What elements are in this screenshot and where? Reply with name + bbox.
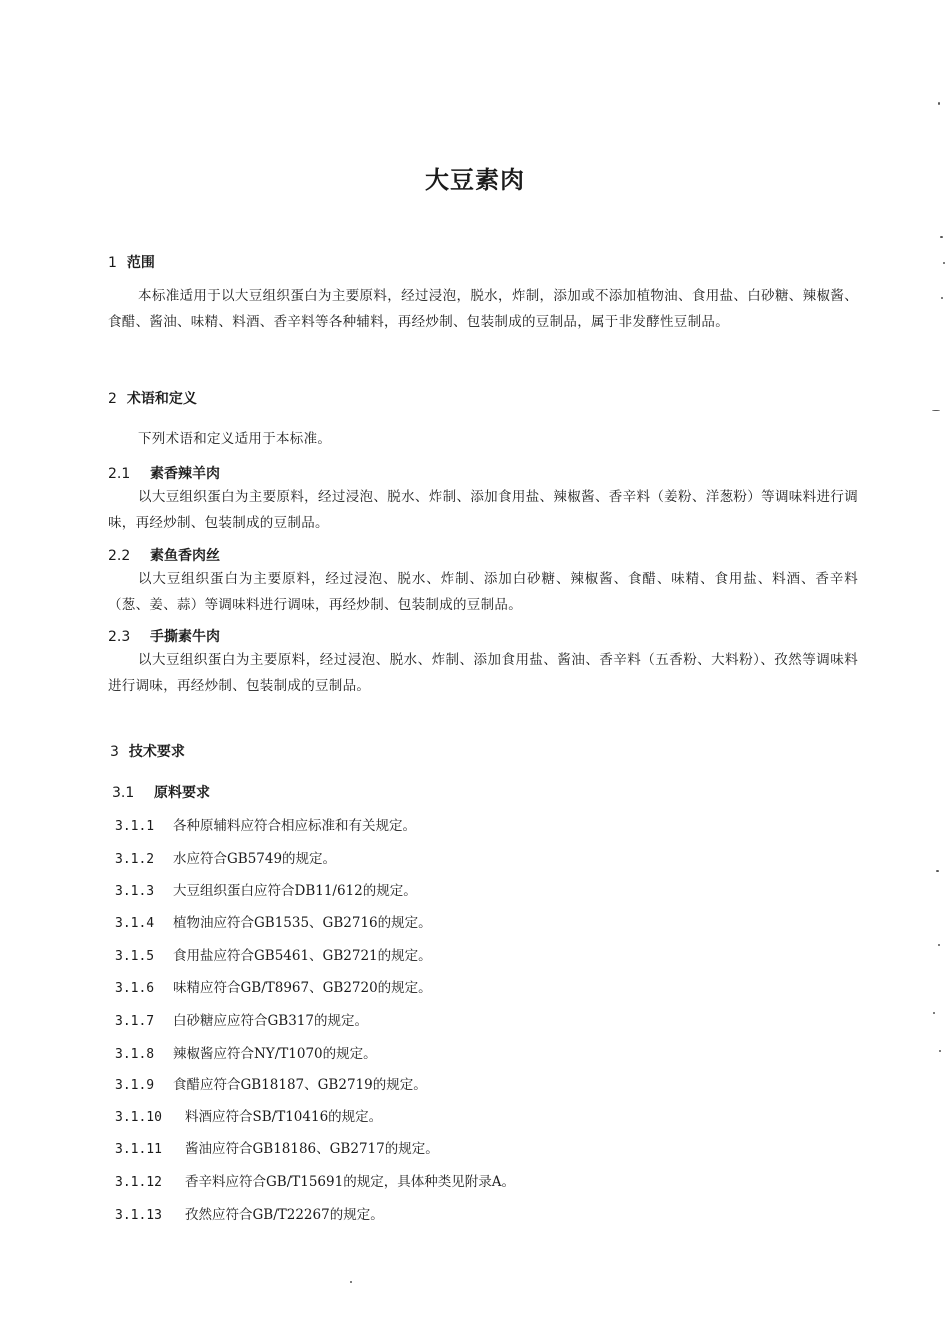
item-text: 酱油应符合GB18186、GB2717的规定。	[185, 1141, 439, 1157]
term-name: 素香辣羊肉	[150, 466, 220, 482]
page-title: 大豆素肉	[425, 166, 525, 194]
term-name: 素鱼香肉丝	[150, 548, 220, 564]
requirement-item	[115, 847, 336, 867]
item-number: 3.1.11	[115, 1142, 162, 1157]
term-definition: 以大豆组织蛋白为主要原料，经过浸泡、脱水、炸制、添加白砂糖、辣椒酱、食醋、味精、食用盐、料酒、香辛料（葱、姜、蒜）等调味料进行调味，再经炒制、包装制成的豆制品。	[108, 571, 858, 613]
section-heading-scope	[108, 252, 155, 272]
scan-speck	[939, 1050, 941, 1052]
section-title: 技术要求	[128, 744, 185, 760]
scope-paragraph: 本标准适用于以大豆组织蛋白为主要原料，经过浸泡，脱水，炸制，添加或不添加植物油、食用盐、白砂糖、辣椒酱、食醋、酱油、味精、料酒、香辛料等各种辅料，再经炒制、包装制成的豆制品，属于非发酵性豆制品。	[108, 288, 858, 330]
item-number: 3.1.7	[115, 1014, 155, 1029]
section-title: 范围	[126, 255, 155, 271]
section-number: 2	[108, 391, 117, 407]
item-number: 3.1.6	[115, 981, 155, 996]
section-heading-terms	[108, 388, 197, 408]
requirement-item	[115, 1203, 384, 1223]
term-heading	[108, 463, 220, 483]
scan-speck	[940, 236, 943, 238]
requirement-item	[115, 814, 416, 834]
item-number: 3.1.4	[115, 916, 155, 931]
item-number: 3.1.5	[115, 949, 155, 964]
term-definition: 以大豆组织蛋白为主要原料，经过浸泡、脱水、炸制、添加食用盐、辣椒酱、香辛料（姜粉、洋葱粉）等调味料进行调味，再经炒制、包装制成的豆制品。	[108, 489, 858, 531]
section-number: 3	[110, 744, 119, 760]
scan-speck	[350, 1281, 352, 1283]
item-text: 食用盐应符合GB5461、GB2721的规定。	[173, 948, 432, 964]
item-text: 食醋应符合GB18187、GB2719的规定。	[173, 1077, 427, 1093]
requirement-item	[115, 1042, 377, 1062]
term-heading	[108, 626, 220, 646]
item-text: 料酒应符合SB/T10416的规定。	[185, 1109, 383, 1125]
requirement-item	[115, 911, 432, 931]
item-number: 3.1.8	[115, 1047, 155, 1062]
item-number: 3.1.1	[115, 819, 155, 834]
term-number: 2.2	[108, 548, 131, 564]
item-text: 大豆组织蛋白应符合DB11/612的规定。	[173, 883, 417, 899]
scan-speck	[938, 102, 940, 105]
requirement-item	[115, 1009, 368, 1029]
item-number: 3.1.2	[115, 852, 155, 867]
item-number: 3.1.13	[115, 1208, 162, 1223]
requirement-item	[115, 1105, 382, 1125]
term-heading	[108, 545, 220, 565]
term-name: 手撕素牛肉	[150, 629, 220, 645]
requirement-item	[115, 1073, 427, 1093]
item-number: 3.1.3	[115, 884, 155, 899]
scan-speck	[932, 410, 940, 411]
item-text: 白砂糖应应符合GB317的规定。	[173, 1013, 368, 1029]
term-number: 2.3	[108, 629, 131, 645]
requirement-item	[115, 976, 432, 996]
scan-speck	[943, 262, 945, 264]
subsection-number: 3.1	[112, 785, 135, 801]
item-text: 各种原辅料应符合相应标准和有关规定。	[173, 818, 416, 834]
subsection-title: 原料要求	[154, 785, 210, 801]
section-number: 1	[108, 255, 117, 271]
terms-intro: 下列术语和定义适用于本标准。	[138, 431, 332, 447]
item-text: 香辛料应符合GB/T15691的规定，具体种类见附录A。	[185, 1174, 515, 1190]
scan-speck	[941, 297, 943, 299]
item-text: 味精应符合GB/T8967、GB2720的规定。	[173, 980, 432, 996]
item-text: 水应符合GB5749的规定。	[173, 851, 337, 867]
section-heading-tech	[110, 741, 185, 761]
item-text: 辣椒酱应符合NY/T1070的规定。	[173, 1046, 377, 1062]
term-number: 2.1	[108, 466, 131, 482]
scan-speck	[933, 1012, 935, 1014]
subsection-heading	[112, 782, 210, 802]
item-text: 植物油应符合GB1535、GB2716的规定。	[173, 915, 432, 931]
term-definition: 以大豆组织蛋白为主要原料，经过浸泡、脱水、炸制、添加食用盐、酱油、香辛料（五香粉、大料粉）、孜然等调味料进行调味，再经炒制、包装制成的豆制品。	[108, 652, 858, 694]
scan-speck	[938, 944, 940, 946]
requirement-item	[115, 1170, 515, 1190]
section-title: 术语和定义	[126, 391, 197, 407]
requirement-item	[115, 879, 417, 899]
requirement-item	[115, 1137, 439, 1157]
item-number: 3.1.10	[115, 1110, 162, 1125]
requirement-item	[115, 944, 432, 964]
item-number: 3.1.12	[115, 1175, 162, 1190]
item-number: 3.1.9	[115, 1078, 155, 1093]
scan-speck	[936, 870, 939, 872]
item-text: 孜然应符合GB/T22267的规定。	[185, 1207, 384, 1223]
